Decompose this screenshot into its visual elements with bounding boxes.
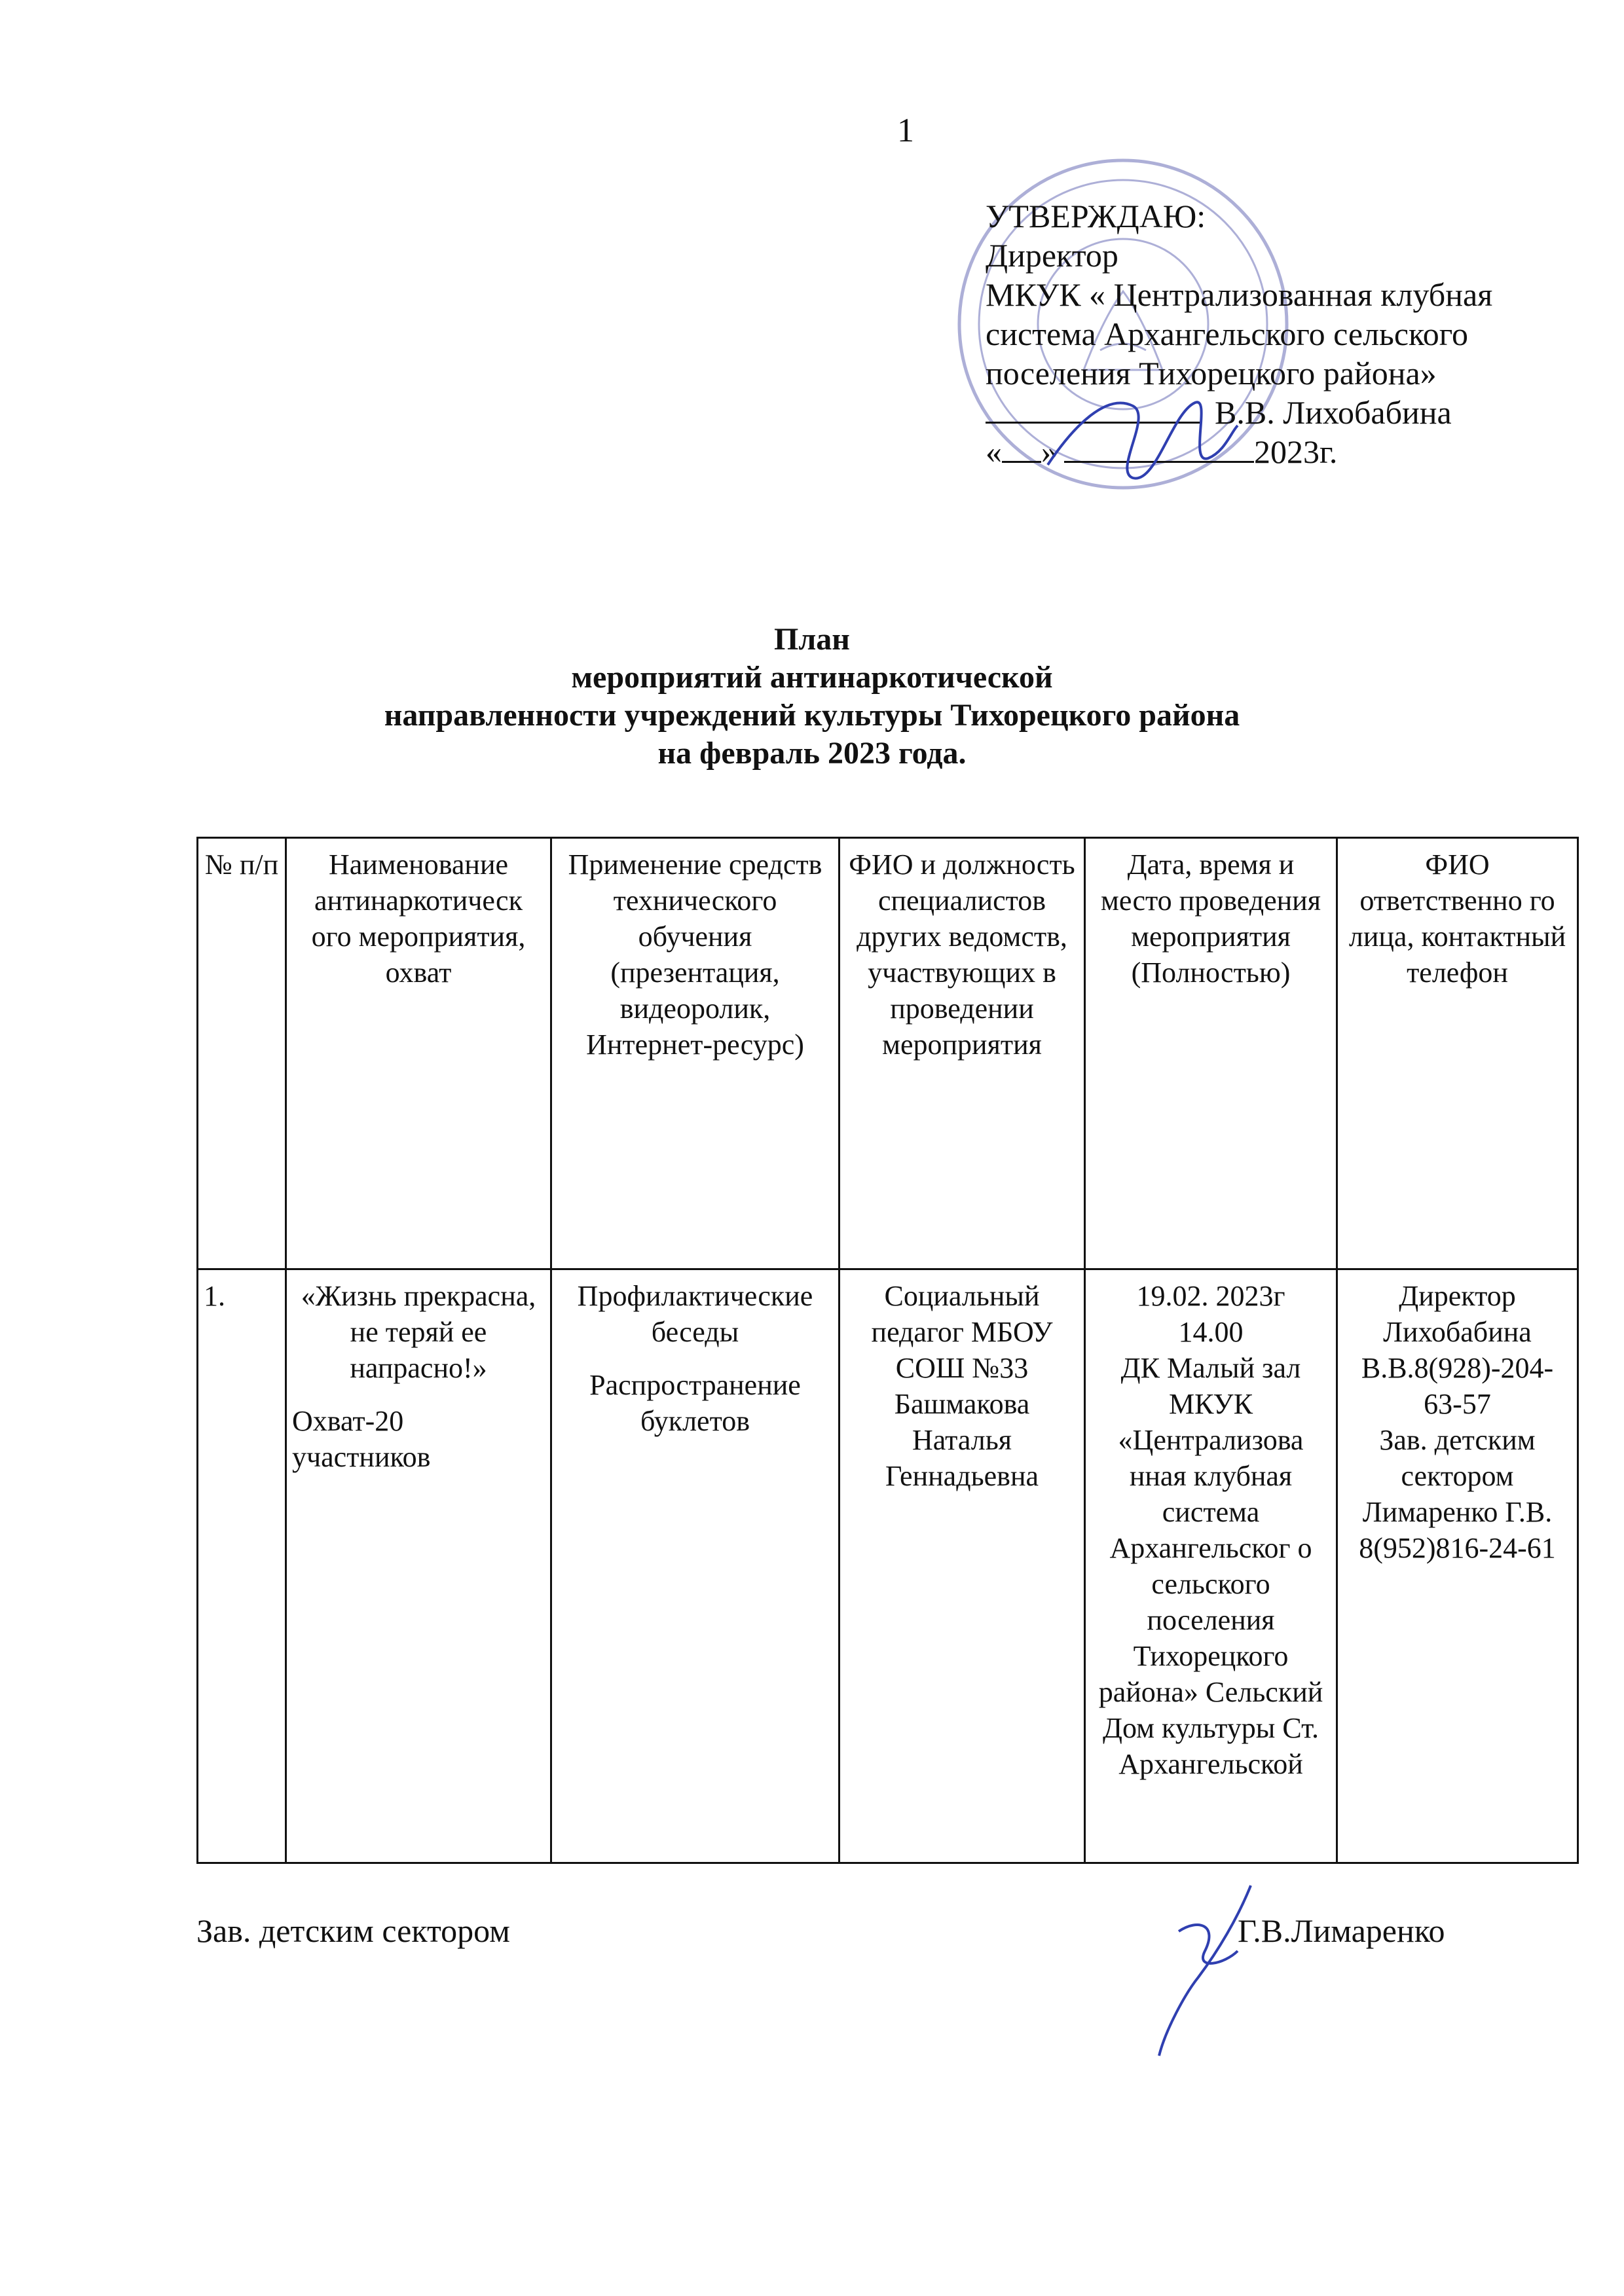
footer-name: Г.В.Лимаренко — [1238, 1912, 1445, 1949]
responsible-person: Директор Лихобабина В.В.8(928)-204-63-57 — [1361, 1280, 1554, 1420]
responsible-person: Зав. детским сектором Лимаренко Г.В. 8(952)816-24-61 — [1359, 1424, 1556, 1564]
cell-tech — [551, 1269, 840, 1863]
director-signature-icon — [1035, 367, 1244, 498]
event-time: 14.00 — [1178, 1316, 1244, 1348]
header-cell-event: Наименование антинаркотическ ого мероприятия, охват — [286, 838, 551, 1269]
approval-position: Директор — [986, 237, 1118, 274]
cell-number: 1. — [198, 1269, 286, 1863]
event-name: «Жизнь прекрасна, не теряй ее напрасно!» — [301, 1280, 536, 1384]
document-title — [0, 621, 1624, 773]
approval-org-line: поселения Тихорецкого района» — [986, 355, 1437, 392]
footer-position: Зав. детским сектором — [196, 1912, 510, 1949]
title-line: направленности учреждений культуры Тихорецкого района — [384, 698, 1240, 733]
cell-specialist: Социальный педагог МБОУ СОШ №33 Башмакова Наталья Геннадьевна — [840, 1269, 1085, 1863]
title-line: мероприятий антинаркотической — [571, 660, 1053, 695]
event-coverage: Охват-20 участников — [292, 1405, 431, 1473]
header-cell-number: № п/п — [198, 838, 286, 1269]
table-header-row — [198, 838, 1578, 1269]
page-number: 1 — [897, 112, 914, 149]
cell-event — [286, 1269, 551, 1863]
approval-year: 2023г. — [1254, 433, 1338, 470]
tech-item: Профилактические беседы — [577, 1280, 813, 1348]
date-quote-close: » — [1041, 433, 1058, 470]
title-line: на февраль 2023 года. — [657, 736, 967, 771]
cell-responsible — [1337, 1269, 1578, 1863]
event-date: 19.02. 2023г — [1136, 1280, 1285, 1312]
title-line: План — [774, 622, 850, 657]
header-cell-tech: Применение средств технического обучения (презентация, видеоролик, Интернет-ресурс) — [551, 838, 840, 1269]
head-signature-icon — [1139, 1879, 1283, 2062]
header-cell-responsible: ФИО ответственно го лица, контактный телефон — [1337, 838, 1578, 1269]
approval-org-line: МКУК « Централизованная клубная — [986, 276, 1493, 313]
events-table-wrap — [196, 837, 1577, 1864]
tech-item: Распространение буклетов — [589, 1369, 801, 1437]
header-cell-datetime: Дата, время и место проведения мероприятия (Полностью) — [1085, 838, 1337, 1269]
event-place: ДК Малый зал МКУК «Централизова нная клубная система Архангельског о сельского поселения Тихорецкого района» Сельский Дом культуры Ст. Архангельской — [1098, 1352, 1323, 1780]
cell-datetime — [1085, 1269, 1337, 1863]
events-table — [196, 837, 1579, 1864]
date-quote-open: « — [986, 433, 1002, 470]
approval-signer: В.В. Лихобабина — [1215, 394, 1452, 431]
approval-org-line: система Архангельского сельского — [986, 316, 1469, 352]
table-row — [198, 1269, 1578, 1863]
header-cell-specialists: ФИО и должность специалистов других ведомств, участвующих в проведении мероприятия — [840, 838, 1085, 1269]
approval-heading: УТВЕРЖДАЮ: — [986, 198, 1206, 234]
